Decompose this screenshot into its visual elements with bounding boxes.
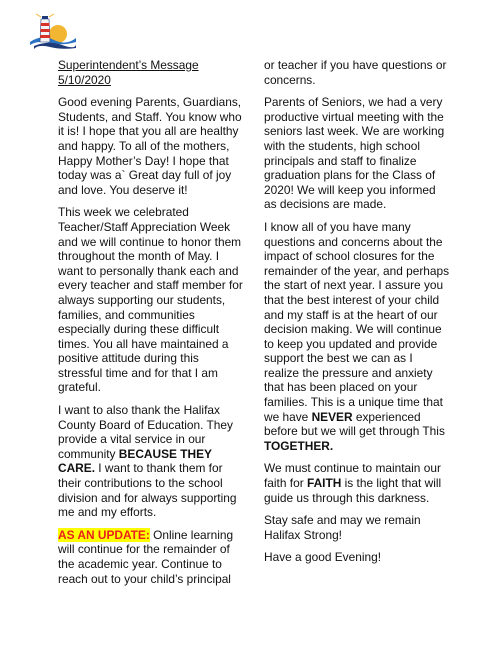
board-thanks-text-b: I want to thank them for their contributions to the school division and for always supporting me and my efforts. xyxy=(58,461,237,520)
closures-paragraph xyxy=(264,220,450,454)
closing-paragraph: Have a good Evening! xyxy=(264,550,382,565)
faith-text-b: is the light that will guide us through this darkness. xyxy=(264,476,442,505)
never-text: NEVER xyxy=(311,409,353,424)
update-paragraph xyxy=(58,528,244,586)
faith-text-a: We must continue to maintain our faith for xyxy=(264,461,441,491)
together-text: TOGETHER. xyxy=(264,438,334,453)
lighthouse-logo-icon xyxy=(28,12,76,52)
faith-bold-text: FAITH xyxy=(306,476,342,491)
continuation-paragraph: or teacher if you have questions or concerns. xyxy=(264,58,447,87)
because-they-care-text: BECAUSE THEY CARE. xyxy=(58,446,212,476)
message-title: Superintendent’s Message xyxy=(58,58,199,72)
left-column xyxy=(58,58,244,594)
message-heading xyxy=(58,58,244,87)
closures-text-b: experienced before but we will get through This xyxy=(264,409,445,439)
right-column xyxy=(264,58,450,573)
seniors-paragraph: Parents of Seniors, we had a very productive virtual meeting with the seniors last week. We are working with the students, high school principals and staff to finalize graduation plans for the Class of 2020! We will keep you informed as decisions are made. xyxy=(264,95,445,212)
message-date: 5/10/2020 xyxy=(58,72,111,87)
stay-safe-paragraph: Stay safe and may we remain Halifax Strong! xyxy=(264,513,421,542)
closures-text-a: I know all of you have many questions and concerns about the impact of school closures for the remainder of the year, and perhaps the start of next year. I assure you that the best interest of your child and my staff is at the heart of our decision making. We will continue to keep you updated and provide support the best we can as I realize the pressure and anxiety that has been placed on your families. This is a unique time that we have xyxy=(264,219,450,424)
update-highlight: AS AN UPDATE: xyxy=(58,527,150,542)
appreciation-paragraph: This week we celebrated Teacher/Staff Appreciation Week and we will continue to honor them throughout the month of May. I want to personally thank each and every teacher and staff member for always supporting our students, families, and communities especially during these difficult times. You all have maintained a positive attitude during this stressful time and for that I am grateful. xyxy=(58,205,243,395)
update-text: Online learning will continue for the remainder of the academic year. Continue to reach out to your child’s principal xyxy=(58,527,234,586)
greeting-paragraph: Good evening Parents, Guardians, Students, and Staff. You know who it is! I hope that you all are healthy and happy. To all of the mothers, Happy Mother’s Day! I hope that today was a` Great day full of joy and love. You deserve it! xyxy=(58,95,242,197)
board-thanks-paragraph xyxy=(58,403,244,520)
faith-paragraph xyxy=(264,461,450,505)
board-thanks-text-a: I want to also thank the Halifax County Board of Education. They provide a vital service in our community xyxy=(58,403,233,461)
